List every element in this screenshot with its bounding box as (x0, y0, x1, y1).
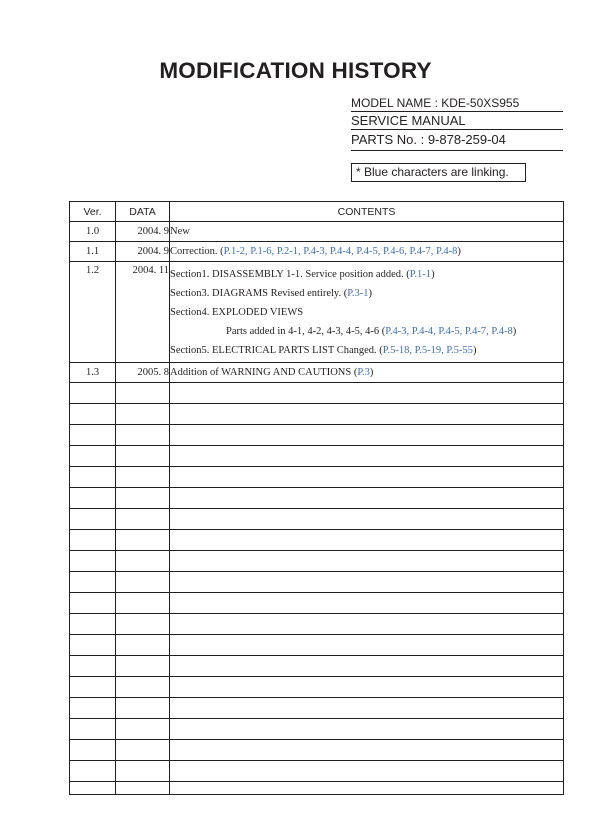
contents-line (170, 341, 563, 360)
header-version: Ver. (70, 202, 116, 222)
version-cell: 1.0 (70, 222, 116, 242)
empty-cell (116, 656, 170, 677)
empty-cell (170, 740, 564, 761)
contents-cell (170, 222, 564, 242)
empty-cell (116, 614, 170, 635)
empty-cell (70, 761, 116, 782)
empty-cell (70, 635, 116, 656)
empty-cell (116, 467, 170, 488)
contents-line (170, 363, 563, 382)
empty-cell (170, 383, 564, 404)
table-row (70, 363, 564, 383)
empty-cell (170, 782, 564, 795)
contents-text: Section1. DISASSEMBLY 1-1. Service position added. ( (170, 269, 410, 280)
empty-cell (70, 677, 116, 698)
empty-row (70, 572, 564, 593)
empty-cell (170, 551, 564, 572)
empty-cell (116, 425, 170, 446)
page-link[interactable]: P.1-2, P.1-6, P.2-1, P.4-3, P.4-4, P.4-5, P.4-6, P.4-7, P.4-8 (223, 246, 458, 257)
empty-cell (170, 614, 564, 635)
contents-text: ) (457, 246, 461, 257)
empty-cell (170, 698, 564, 719)
empty-row (70, 425, 564, 446)
empty-cell (116, 677, 170, 698)
contents-cell (170, 363, 564, 383)
empty-cell (116, 551, 170, 572)
empty-cell (170, 656, 564, 677)
empty-row (70, 656, 564, 677)
contents-text: New (170, 226, 190, 237)
empty-cell (170, 425, 564, 446)
empty-cell (116, 383, 170, 404)
empty-cell (70, 383, 116, 404)
contents-text: Parts added in 4-1, 4-2, 4-3, 4-5, 4-6 ( (226, 326, 386, 337)
page-link[interactable]: P.3-1 (347, 288, 369, 299)
contents-line (170, 284, 563, 303)
contents-line (170, 303, 563, 322)
empty-cell (116, 719, 170, 740)
contents-text: Section5. ELECTRICAL PARTS LIST Changed. ( (170, 345, 383, 356)
page-link[interactable]: P.4-3, P.4-4, P.4-5, P.4-7, P.4-8 (385, 326, 513, 337)
empty-cell (70, 530, 116, 551)
empty-cell (70, 425, 116, 446)
contents-text: ) (472, 345, 477, 356)
date-cell: 2004. 9 (116, 242, 170, 262)
empty-cell (116, 761, 170, 782)
header-contents: CONTENTS (170, 202, 564, 222)
empty-row (70, 551, 564, 572)
page-link[interactable]: P.1-1 (409, 269, 432, 280)
contents-line (170, 222, 563, 241)
contents-text: Section4. EXPLODED VIEWS (170, 307, 304, 318)
empty-row (70, 467, 564, 488)
empty-cell (70, 509, 116, 530)
empty-cell (170, 761, 564, 782)
table-row (70, 242, 564, 262)
empty-cell (170, 572, 564, 593)
date-cell: 2005. 8 (116, 363, 170, 383)
empty-cell (170, 530, 564, 551)
table-row (70, 222, 564, 242)
empty-cell (116, 509, 170, 530)
table-row (70, 262, 564, 363)
version-cell: 1.3 (70, 363, 116, 383)
contents-cell (170, 262, 564, 363)
empty-row (70, 614, 564, 635)
empty-row (70, 488, 564, 509)
empty-row (70, 635, 564, 656)
empty-cell (70, 656, 116, 677)
empty-cell (70, 614, 116, 635)
page-link[interactable]: P.5-18, P.5-19, P.5-55 (382, 345, 473, 356)
contents-line (170, 322, 563, 341)
empty-cell (116, 446, 170, 467)
page-link[interactable]: P.3 (357, 367, 370, 378)
divider (351, 150, 563, 151)
empty-cell (70, 551, 116, 572)
empty-cell (70, 467, 116, 488)
empty-cell (70, 698, 116, 719)
empty-cell (170, 719, 564, 740)
link-note: * Blue characters are linking. (351, 163, 526, 182)
divider (351, 129, 563, 130)
empty-row (70, 404, 564, 425)
header-date: DATA (116, 202, 170, 222)
empty-cell (70, 572, 116, 593)
empty-cell (170, 467, 564, 488)
empty-row (70, 530, 564, 551)
contents-text: Section3. DIAGRAMS Revised entirely. ( (170, 288, 348, 299)
contents-line (170, 242, 563, 261)
empty-row (70, 446, 564, 467)
empty-cell (170, 488, 564, 509)
contents-cell (170, 242, 564, 262)
empty-row (70, 782, 564, 795)
version-cell: 1.2 (70, 262, 116, 363)
empty-cell (70, 782, 116, 795)
table-header-row (70, 202, 564, 222)
empty-cell (70, 740, 116, 761)
empty-cell (170, 677, 564, 698)
empty-row (70, 509, 564, 530)
manual-type: SERVICE MANUAL (351, 113, 466, 128)
date-cell: 2004. 11 (116, 262, 170, 363)
empty-cell (116, 782, 170, 795)
empty-cell (116, 635, 170, 656)
empty-cell (116, 740, 170, 761)
empty-cell (70, 488, 116, 509)
empty-cell (70, 719, 116, 740)
empty-cell (116, 488, 170, 509)
empty-row (70, 383, 564, 404)
divider (351, 111, 563, 112)
empty-row (70, 677, 564, 698)
model-name: MODEL NAME : KDE-50XS955 (351, 96, 520, 110)
empty-row (70, 761, 564, 782)
empty-row (70, 740, 564, 761)
contents-text: ) (431, 269, 435, 280)
empty-cell (116, 530, 170, 551)
contents-text: ) (512, 326, 517, 337)
empty-cell (170, 593, 564, 614)
empty-row (70, 593, 564, 614)
empty-row (70, 698, 564, 719)
empty-cell (116, 698, 170, 719)
empty-cell (170, 404, 564, 425)
modification-table (69, 201, 564, 795)
empty-cell (70, 404, 116, 425)
empty-row (70, 719, 564, 740)
contents-text: Addition of WARNING AND CAUTIONS ( (170, 367, 358, 378)
empty-cell (170, 509, 564, 530)
version-cell: 1.1 (70, 242, 116, 262)
empty-cell (116, 404, 170, 425)
empty-cell (170, 446, 564, 467)
contents-text: ) (369, 367, 374, 378)
contents-text: ) (368, 288, 373, 299)
page-title: MODIFICATION HISTORY (159, 58, 432, 83)
empty-cell (70, 593, 116, 614)
empty-cell (170, 635, 564, 656)
contents-text: Correction. ( (170, 246, 224, 257)
parts-number: PARTS No. : 9-878-259-04 (351, 132, 506, 147)
empty-cell (70, 446, 116, 467)
empty-cell (116, 572, 170, 593)
empty-cell (116, 593, 170, 614)
date-cell: 2004. 9 (116, 222, 170, 242)
contents-line (170, 265, 563, 284)
